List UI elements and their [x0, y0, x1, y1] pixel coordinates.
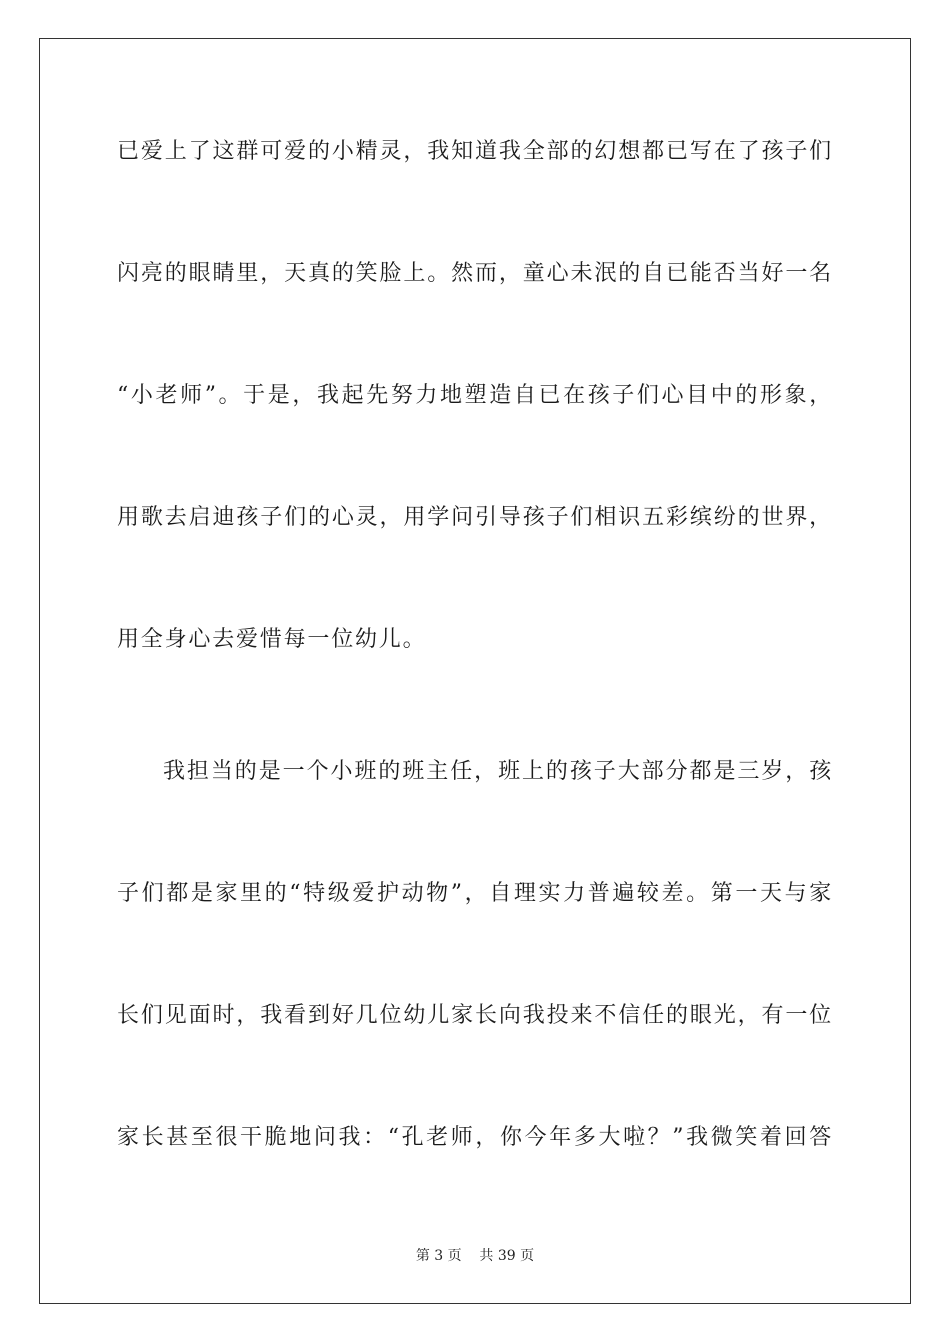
page-frame	[39, 38, 911, 1304]
body-text-line-3: “小老师”。于是，我起先努力地塑造自已在孩子们心目中的形象，	[117, 383, 833, 408]
body-text-line-4: 用歌去启迪孩子们的心灵，用学问引导孩子们相识五彩缤纷的世界，	[117, 505, 833, 530]
body-text-line-5: 用全身心去爱惜每一位幼儿。	[117, 627, 427, 652]
body-text-line-8: 长们见面时，我看到好几位幼儿家长向我投来不信任的眼光，有一位	[117, 1003, 833, 1028]
body-text-line-1: 已爱上了这群可爱的小精灵，我知道我全部的幻想都已写在了孩子们	[117, 139, 833, 164]
page-number-footer: 第 3 页 共 39 页	[415, 1248, 535, 1264]
body-text-line-7: 子们都是家里的“特级爱护动物”，自理实力普遍较差。第一天与家	[117, 881, 833, 906]
body-text-line-2: 闪亮的眼睛里，天真的笑脸上。然而，童心未泯的自已能否当好一名	[117, 261, 833, 286]
body-text-line-9: 家长甚至很干脆地问我：“孔老师，你今年多大啦？”我微笑着回答	[117, 1125, 833, 1150]
body-text-line-6: 我担当的是一个小班的班主任，班上的孩子大部分都是三岁，孩	[163, 759, 833, 784]
